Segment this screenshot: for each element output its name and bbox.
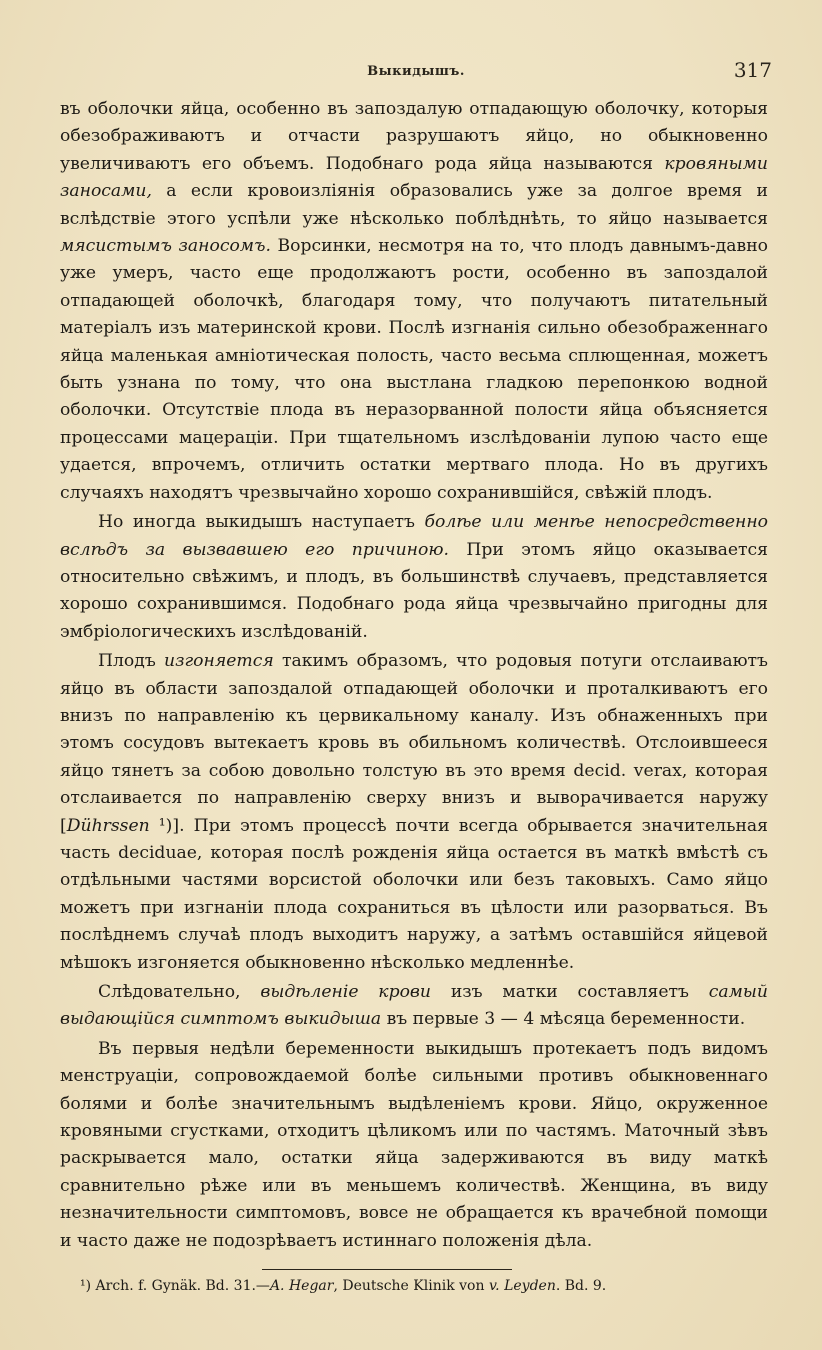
paragraph — [60, 1036, 768, 1255]
italic-text: кровяными заносами, — [60, 153, 768, 202]
footnote-run: Arch. f. Gynäk. Bd. 31.— — [91, 1278, 270, 1294]
footnote-run: . Bd. 9. — [555, 1278, 607, 1294]
italic-text: выдѣленiе крови — [260, 982, 431, 1002]
italic-text: мясистымъ заносомъ. — [60, 236, 271, 257]
text-run: ¹)]. При этомъ процессѣ почти всегда обрывается значительная часть deciduae, которая послѣ рожденiя яйца остается въ маткѣ вмѣстѣ съ отдѣльными частями ворсистой оболочки или безъ таковыхъ. Само яйцо можетъ при изгнанiи плода сохраниться въ цѣлости или разорваться. Въ послѣднемъ случаѣ плодъ выходитъ наружу, а затѣмъ оставшiйся яйцевой мѣшокъ изгоняется обыкновенно нѣсколько медленнѣе. — [60, 815, 768, 973]
text-run: Ворсинки, несмотря на то, что плодъ давнымъ-давно уже умеръ, часто еще продолжаютъ рости, особенно въ запоздалой отпадающей оболочкѣ, благодаря тому, что получаютъ питательный матерiалъ изъ материнской крови. Послѣ изгнанiя сильно обезображеннаго яйца маленькая амнiотическая полость, часто весьма сплющенная, можетъ быть узнана по тому, что она выстлана гладкою перепонкою водной оболочки. Отсутствiе плода въ неразорванной полости яйца объясняется процессами мацерацiи. При тщательномъ изслѣдованiи лупою часто еще удается, впрочемъ, отличить остатки мертваго плода. Но въ другихъ случаяхъ находятъ чрезвычайно хорошо сохранившiйся, свѣжiй плодъ. — [60, 236, 768, 503]
text-run: въ первые 3 — 4 мѣсяца беременности. — [381, 1009, 746, 1030]
italic-text: самый выдающiйся симптомъ выкидыша — [60, 982, 768, 1030]
body-text — [60, 96, 768, 1255]
italic-text: изгоняется — [164, 651, 274, 672]
text-run: изъ матки составляетъ — [431, 982, 709, 1002]
footnote-italic: v. Leyden — [488, 1278, 556, 1294]
footnote-text — [91, 1278, 606, 1294]
footnote-marker: ¹) — [80, 1278, 92, 1294]
paragraph — [60, 648, 768, 977]
text-run: При этомъ яйцо оказывается относительно свѣжимъ, и плодъ, въ большинствѣ случаевъ, представляется хорошо сохранившимся. Подобнаго рода яйца чрезвычайно пригодны для эмбрiологическихъ изслѣдованiй. — [60, 539, 768, 642]
footnote — [80, 1276, 780, 1296]
running-title: Выкидышъ. — [367, 64, 465, 79]
text-run: въ оболочки яйца, особенно въ запоздалую отпадающую оболочку, которыя обезображиваютъ и отчасти разрушаютъ яйцо, но обыкновенно увеличиваютъ его объемъ. Подобнаго рода яйца называются — [60, 99, 768, 174]
footnote-italic: A. Hegar — [269, 1278, 334, 1294]
text-run: такимъ образомъ, что родовыя потуги отслаиваютъ яйцо въ области запоздалой отпадающей оболочки и проталкиваютъ его внизъ по направленiю къ цервикальному каналу. Изъ обнаженныхъ при этомъ сосудовъ вытекаетъ кровь въ обильномъ количествѣ. Отслоившееся яйцо тянетъ за собою довольно толстую въ это время decid. verax, которая отслаивается по направленiю сверху внизъ и выворачивается наружу [ — [60, 651, 768, 836]
italic-text: болѣе или менѣе непосредственно вслѣдъ за вызвавшею его причиною. — [60, 512, 768, 560]
text-run: Плодъ — [98, 651, 165, 672]
page-header — [60, 58, 772, 88]
footnote-rule — [262, 1269, 512, 1270]
italic-text: Dührssen — [66, 815, 150, 836]
text-run: Слѣдовательно, — [98, 982, 261, 1002]
text-run: а если кровоизлiянiя образовались уже за долгое время и вслѣдствiе этого успѣли уже нѣсколько поблѣднѣть, то яйцо называется — [60, 181, 768, 229]
footnote-run: , Deutsche Klinik von — [333, 1278, 489, 1294]
paragraph — [60, 509, 768, 646]
paragraph — [60, 96, 768, 507]
page-number: 317 — [733, 58, 772, 82]
paragraph — [60, 979, 768, 1034]
text-run: Въ первыя недѣли беременности выкидышъ протекаетъ подъ видомъ менструацiи, сопровождаемой болѣе сильными противъ обыкновеннаго болями и болѣе значительнымъ выдѣленiемъ крови. Яйцо, окруженное кровяными сгустками, отходитъ цѣликомъ или по частямъ. Маточный зѣвъ раскрывается мало, остатки яйца задерживаются въ виду маткѣ сравнительно рѣже или въ меньшемъ количествѣ. Женщина, въ виду незначительности симптомовъ, вовсе не обращается къ врачебной помощи и часто даже не подозрѣваетъ истиннаго положенiя дѣла. — [60, 1038, 768, 1251]
text-run: Но иногда выкидышъ наступаетъ — [98, 512, 425, 533]
